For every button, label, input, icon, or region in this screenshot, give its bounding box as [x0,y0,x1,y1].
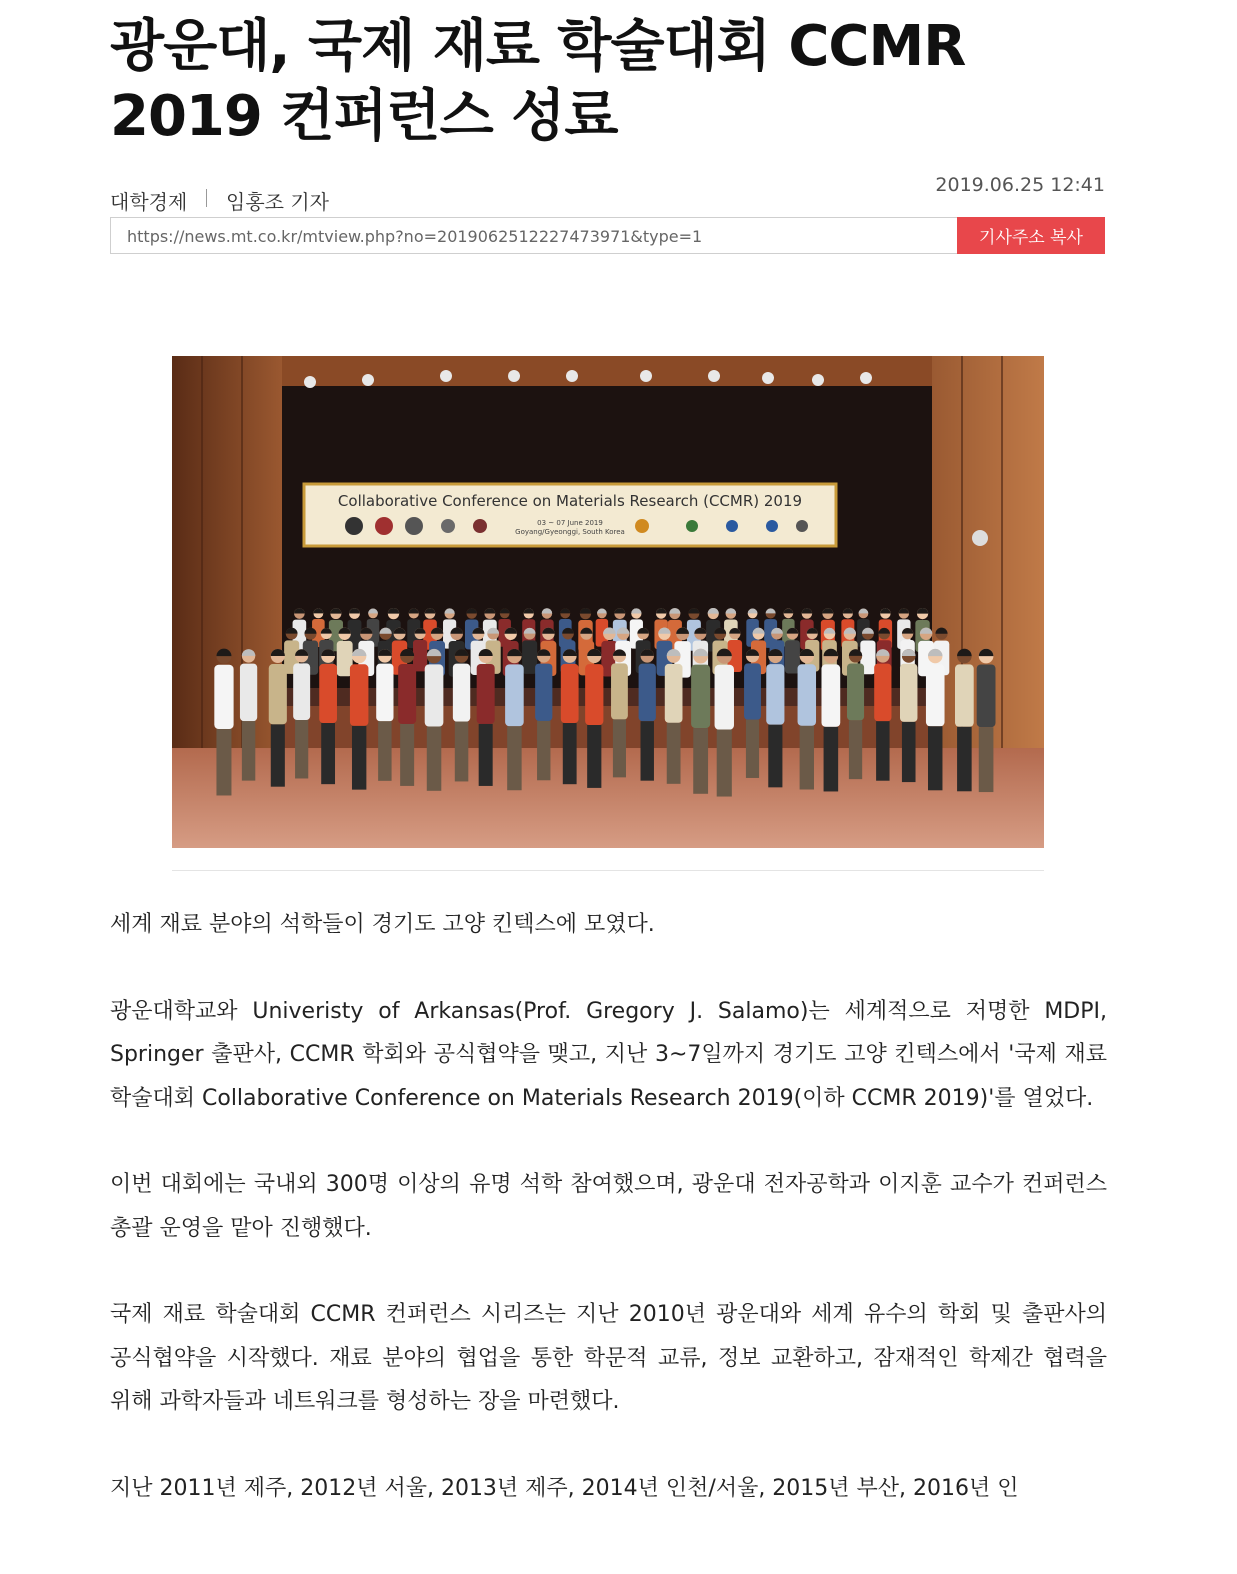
article-photo[interactable] [172,356,1044,848]
paragraph: 세계 재료 분야의 석학들이 경기도 고양 킨텍스에 모였다. [110,912,655,937]
attendee-legs [979,727,994,792]
attendee [293,663,310,720]
attendee-legs [507,726,521,790]
attendee-legs [455,722,469,782]
banner-title: Collaborative Conference on Materials Research (CCMR) 2019 [337,492,803,510]
attendee [766,664,784,725]
copy-url-button[interactable]: 기사주소 복사 [957,217,1105,254]
attendee [715,665,734,730]
attendee [376,664,393,722]
attendee-legs [876,721,889,781]
attendee-legs [295,720,308,778]
paragraph: 이번 대회에는 국내외 300명 이상의 유명 석학 참여했으며, 광운대 전자공학과 이지훈 교수가 컨퍼런스 총괄 운영을 맡아 진행했다. [110,1172,1107,1241]
attendee [585,664,603,725]
reporter-name[interactable]: 임홍조 기자 [226,190,329,214]
attendee [522,640,537,673]
article-body [110,903,1107,1553]
attendee-legs [957,727,972,791]
attendee-legs [587,725,601,788]
attendee-legs [537,721,550,780]
attendee-legs [216,729,231,795]
attendee [535,664,552,721]
attendee-legs [242,721,255,780]
attendee [214,665,233,729]
attendee-legs [849,720,862,779]
paragraph: 국제 재료 학술대회 CCMR 컨퍼런스 시리즈는 지난 2010년 광운대와 세계 유수의 학회 및 출판사의 공식협약을 시작했다. 재료 분야의 협업을 통한 학문적 교류, 정보 교환하고, 잠재적인 학제간 협력을 위해 과학자들과 네트워크를 형성하는 장을 마련했다. [110,1302,1107,1414]
attendee [319,664,337,723]
banner-place: Goyang/Gyeonggi, South Korea [515,528,625,536]
attendee [691,665,710,729]
attendee-legs [824,727,839,792]
attendee-legs [479,724,493,786]
attendee-legs [800,726,814,790]
attendee-legs [902,722,916,782]
attendee [798,664,816,726]
attendee [665,664,683,723]
attendee [900,664,917,722]
attendee [561,664,579,723]
attendee [611,663,628,719]
attendee-legs [378,721,391,781]
paragraph: 광운대학교와 Univeristy of Arkansas(Prof. Gregory J. Salamo)는 세계적으로 저명한 MDPI, Springer 출판사, CCMR 학회와 공식협약을 맺고, 지난 3~7일까지 경기도 고양 킨텍스에서 '국제 재료 학술대회 Collaborative Conference on Materials Research 2019(이하 CCMR 2019)'를 열었다. [110,998,1107,1111]
attendee [425,664,444,726]
attendee-legs [352,726,366,790]
publish-date: 2019.06.25 12:41 [935,174,1105,196]
article-meta [110,172,1107,212]
article-url-bar [110,217,1105,254]
wall-camera [972,530,988,546]
attendee [453,664,470,722]
section-label[interactable]: 대학경제 [110,190,188,214]
attendee [639,664,656,722]
attendee [977,664,996,727]
attendee-legs [271,724,285,786]
article-headline: 광운대, 국제 재료 학술대회 CCMR 2019 컨퍼런스 성료 [110,14,966,149]
attendee-legs [928,726,942,790]
attendee [926,664,945,726]
attendee [269,664,287,724]
attendee [477,664,495,724]
banner-date: 03 ~ 07 June 2019 [537,519,603,527]
attendee-legs [427,727,442,791]
article-url[interactable]: https://news.mt.co.kr/mtview.php?no=2019062512227473971&type=1 [127,227,703,246]
attendee-legs [400,724,414,786]
attendee [398,664,416,724]
attendee [874,664,891,722]
attendee-legs [746,720,759,778]
attendee [240,664,257,722]
attendee [847,663,864,720]
attendee [955,664,974,726]
attendee [821,664,840,726]
paragraph: 지난 2011년 제주, 2012년 서울, 2013년 제주, 2014년 인천/서울, 2015년 부산, 2016년 인 [110,1475,1019,1501]
attendee [505,664,524,726]
meta-divider [206,189,207,207]
attendee [350,664,368,726]
attendee-legs [768,725,782,788]
photo-divider [172,870,1044,871]
attendee-legs [613,719,626,777]
attendee [744,663,761,719]
attendee-legs [693,728,708,794]
attendee-legs [667,723,681,784]
attendee-legs [321,723,335,784]
attendee-legs [563,723,577,784]
attendee-legs [641,721,654,781]
attendee-legs [717,730,732,797]
